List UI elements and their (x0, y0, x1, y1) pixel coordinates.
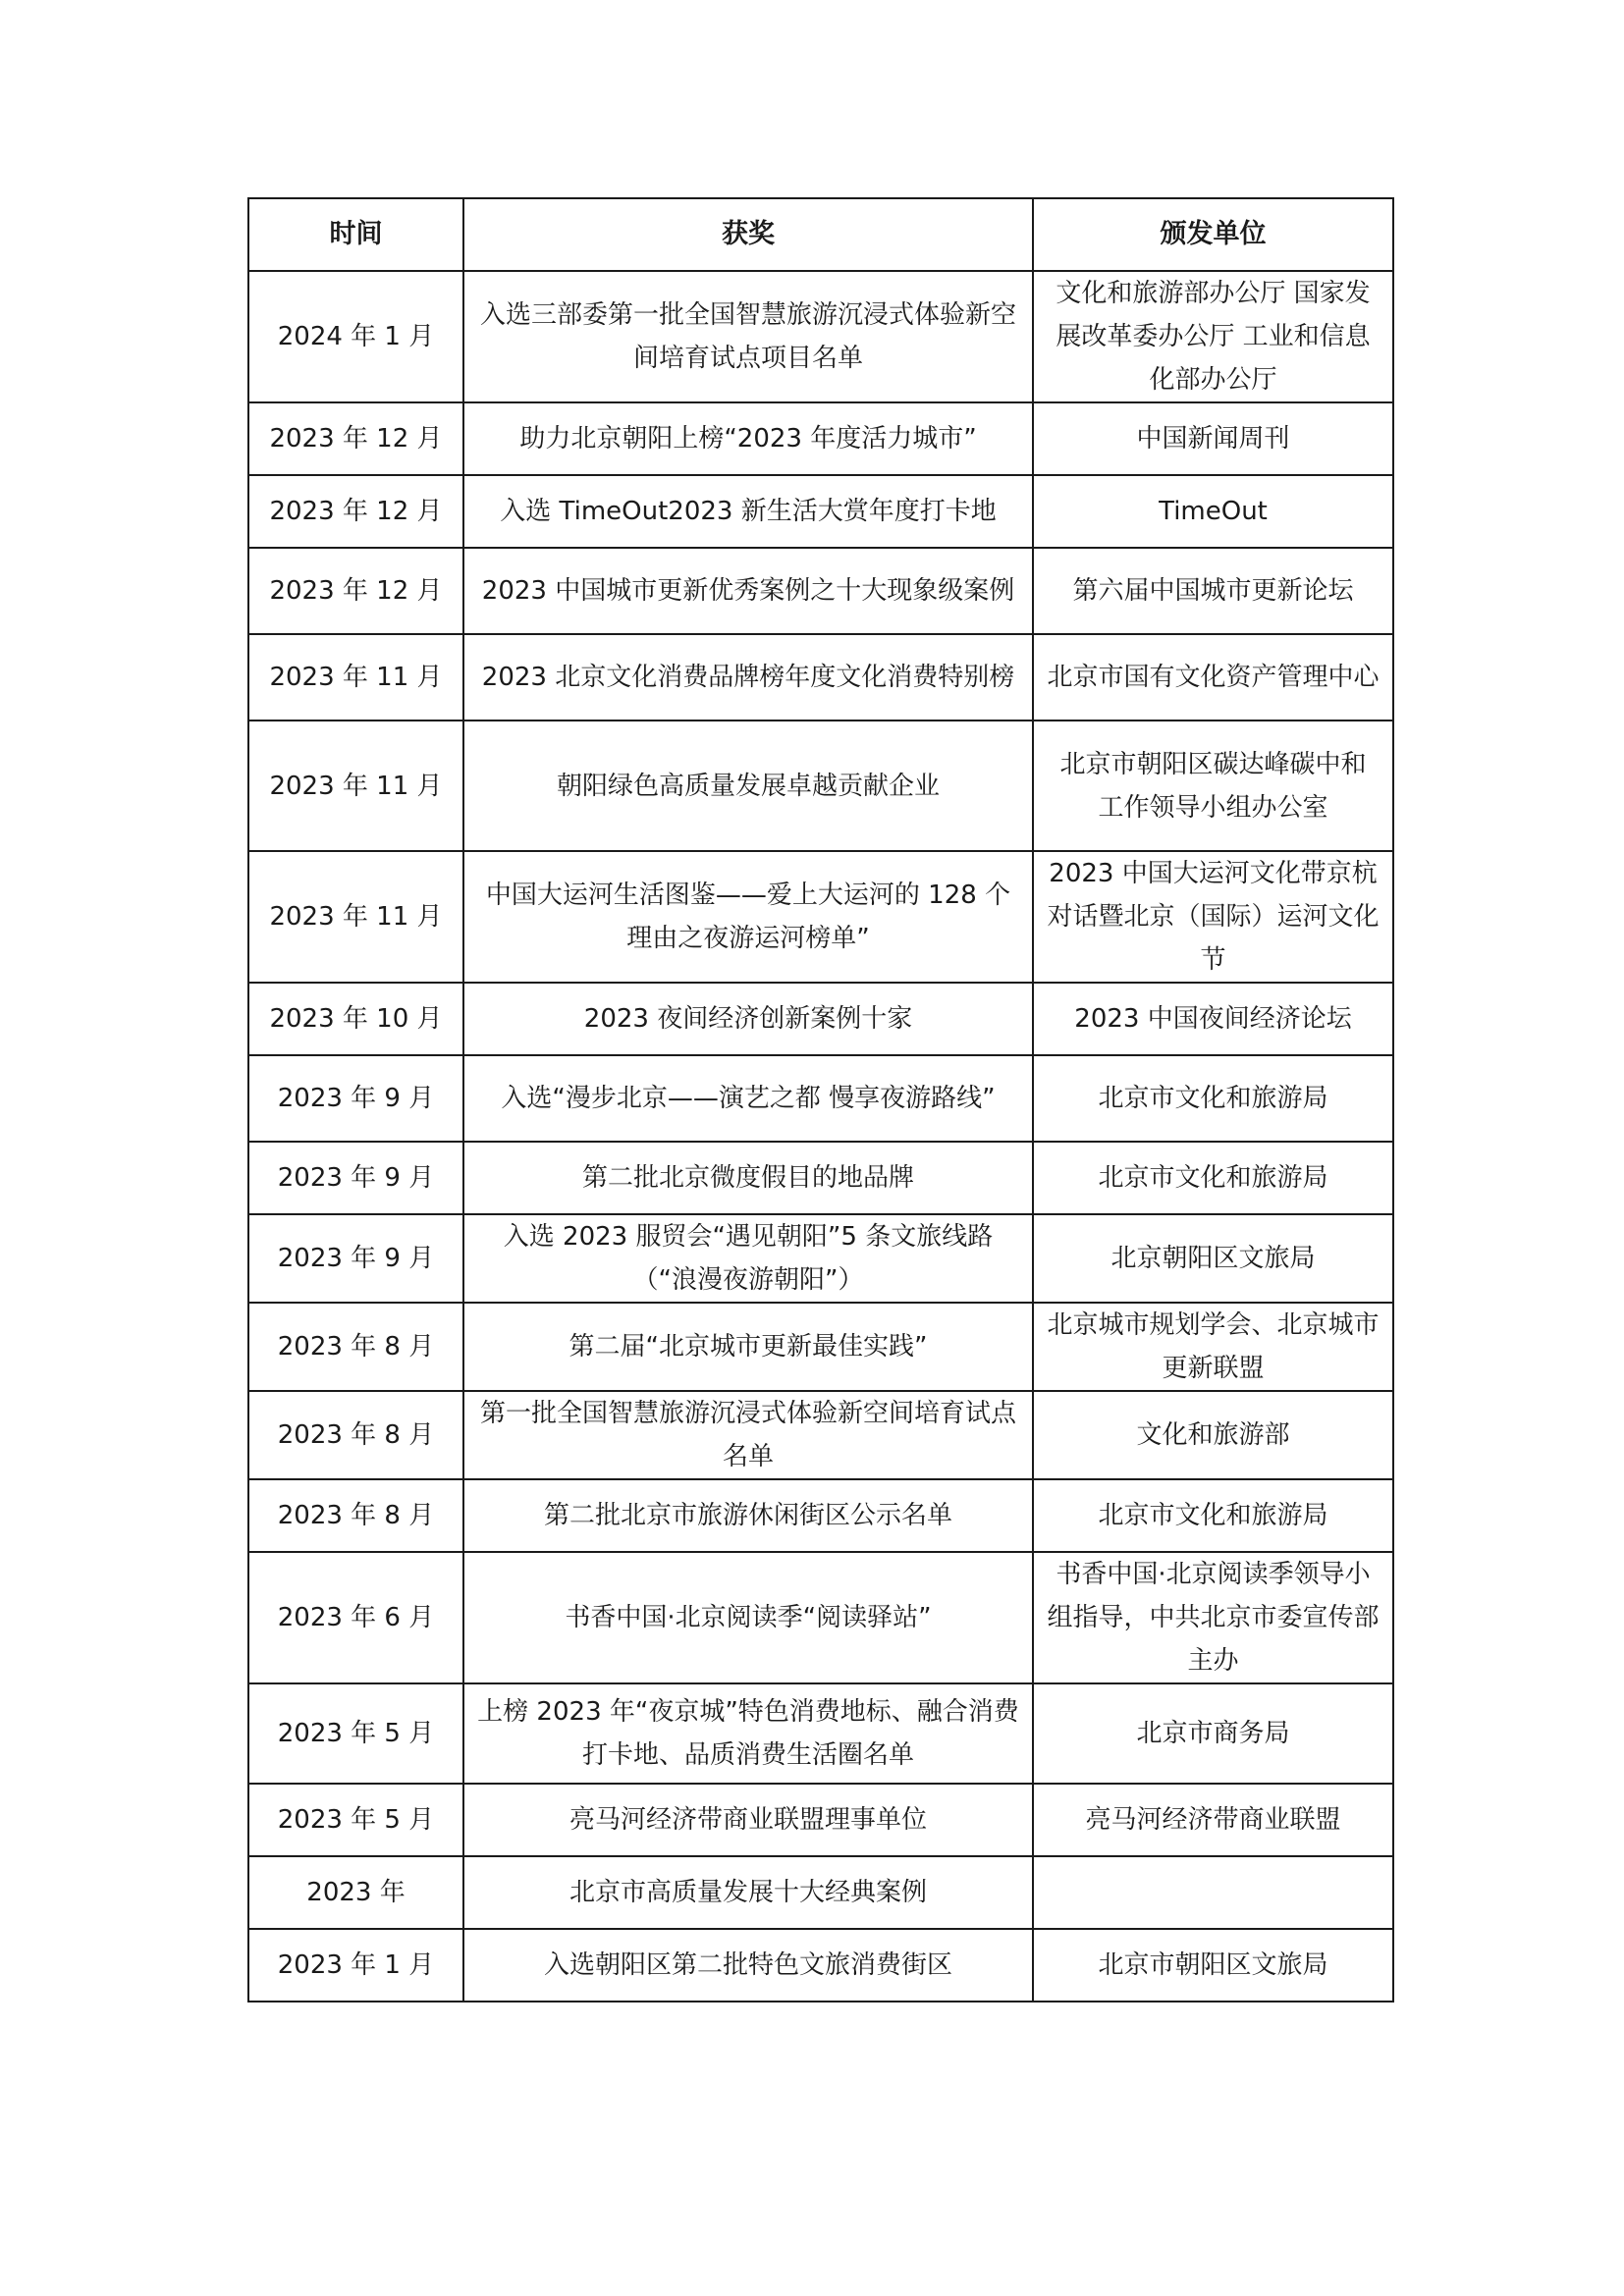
issuer-cell: 北京市国有文化资产管理中心 (1033, 634, 1393, 721)
header-issuer: 颁发单位 (1033, 198, 1393, 271)
issuer-cell: 文化和旅游部办公厅 国家发展改革委办公厅 工业和信息化部办公厅 (1033, 271, 1393, 402)
award-cell: 亮马河经济带商业联盟理事单位 (463, 1784, 1033, 1856)
award-cell: 入选 TimeOut2023 新生活大赏年度打卡地 (463, 475, 1033, 548)
table-row (248, 983, 1393, 1055)
time-cell: 2023 年 8 月 (248, 1303, 463, 1391)
time-cell: 2023 年 11 月 (248, 851, 463, 983)
table-row (248, 721, 1393, 851)
issuer-cell: 北京市文化和旅游局 (1033, 1142, 1393, 1214)
time-cell: 2023 年 1 月 (248, 1929, 463, 2002)
time-cell: 2023 年 (248, 1856, 463, 1929)
award-cell: 第二批北京市旅游休闲街区公示名单 (463, 1479, 1033, 1552)
time-cell: 2023 年 8 月 (248, 1479, 463, 1552)
time-cell: 2023 年 8 月 (248, 1391, 463, 1479)
issuer-cell: 书香中国·北京阅读季领导小组指导，中共北京市委宣传部主办 (1033, 1552, 1393, 1683)
time-cell: 2023 年 5 月 (248, 1683, 463, 1784)
time-cell: 2023 年 11 月 (248, 634, 463, 721)
issuer-cell: 北京市文化和旅游局 (1033, 1479, 1393, 1552)
award-cell: 上榜 2023 年“夜京城”特色消费地标、融合消费打卡地、品质消费生活圈名单 (463, 1683, 1033, 1784)
issuer-cell: 北京城市规划学会、北京城市更新联盟 (1033, 1303, 1393, 1391)
award-cell: 入选朝阳区第二批特色文旅消费街区 (463, 1929, 1033, 2002)
table-row (248, 1391, 1393, 1479)
issuer-cell: TimeOut (1033, 475, 1393, 548)
issuer-cell: 北京朝阳区文旅局 (1033, 1214, 1393, 1303)
issuer-cell: 北京市朝阳区文旅局 (1033, 1929, 1393, 2002)
awards-table (247, 197, 1394, 2002)
award-cell: 2023 北京文化消费品牌榜年度文化消费特别榜 (463, 634, 1033, 721)
time-cell: 2023 年 9 月 (248, 1055, 463, 1142)
award-cell: 第一批全国智慧旅游沉浸式体验新空间培育试点名单 (463, 1391, 1033, 1479)
award-cell: 入选三部委第一批全国智慧旅游沉浸式体验新空间培育试点项目名单 (463, 271, 1033, 402)
time-cell: 2023 年 11 月 (248, 721, 463, 851)
award-cell: 入选 2023 服贸会“遇见朝阳”5 条文旅线路（“浪漫夜游朝阳”） (463, 1214, 1033, 1303)
table-row (248, 1683, 1393, 1784)
table-row (248, 1142, 1393, 1214)
table-row (248, 634, 1393, 721)
table-row (248, 1303, 1393, 1391)
table-row (248, 1552, 1393, 1683)
table-row (248, 1479, 1393, 1552)
award-cell: 第二批北京微度假目的地品牌 (463, 1142, 1033, 1214)
table-row (248, 1856, 1393, 1929)
table-row (248, 1214, 1393, 1303)
time-cell: 2023 年 6 月 (248, 1552, 463, 1683)
award-cell: 第二届“北京城市更新最佳实践” (463, 1303, 1033, 1391)
issuer-cell: 亮马河经济带商业联盟 (1033, 1784, 1393, 1856)
issuer-cell: 北京市文化和旅游局 (1033, 1055, 1393, 1142)
table-row (248, 1055, 1393, 1142)
award-cell: 北京市高质量发展十大经典案例 (463, 1856, 1033, 1929)
issuer-cell: 北京市商务局 (1033, 1683, 1393, 1784)
table-row (248, 402, 1393, 475)
table-row (248, 1929, 1393, 2002)
time-cell: 2023 年 12 月 (248, 548, 463, 634)
time-cell: 2023 年 9 月 (248, 1142, 463, 1214)
header-time: 时间 (248, 198, 463, 271)
table-row (248, 851, 1393, 983)
time-cell: 2023 年 9 月 (248, 1214, 463, 1303)
table-header-row (248, 198, 1393, 271)
issuer-cell: 北京市朝阳区碳达峰碳中和 工作领导小组办公室 (1033, 721, 1393, 851)
issuer-cell: 文化和旅游部 (1033, 1391, 1393, 1479)
award-cell: 助力北京朝阳上榜“2023 年度活力城市” (463, 402, 1033, 475)
header-award: 获奖 (463, 198, 1033, 271)
time-cell: 2023 年 10 月 (248, 983, 463, 1055)
award-cell: 书香中国·北京阅读季“阅读驿站” (463, 1552, 1033, 1683)
issuer-cell (1033, 1856, 1393, 1929)
award-cell: 2023 夜间经济创新案例十家 (463, 983, 1033, 1055)
award-cell: 2023 中国城市更新优秀案例之十大现象级案例 (463, 548, 1033, 634)
time-cell: 2023 年 5 月 (248, 1784, 463, 1856)
time-cell: 2023 年 12 月 (248, 475, 463, 548)
table-row (248, 271, 1393, 402)
table-row (248, 475, 1393, 548)
award-cell: 入选“漫步北京——演艺之都 慢享夜游路线” (463, 1055, 1033, 1142)
time-cell: 2023 年 12 月 (248, 402, 463, 475)
issuer-cell: 2023 中国大运河文化带京杭对话暨北京（国际）运河文化节 (1033, 851, 1393, 983)
award-cell: 朝阳绿色高质量发展卓越贡献企业 (463, 721, 1033, 851)
table-row (248, 1784, 1393, 1856)
table-row (248, 548, 1393, 634)
time-cell: 2024 年 1 月 (248, 271, 463, 402)
issuer-cell: 中国新闻周刊 (1033, 402, 1393, 475)
issuer-cell: 2023 中国夜间经济论坛 (1033, 983, 1393, 1055)
award-cell: 中国大运河生活图鉴——爱上大运河的 128 个理由之夜游运河榜单” (463, 851, 1033, 983)
issuer-cell: 第六届中国城市更新论坛 (1033, 548, 1393, 634)
